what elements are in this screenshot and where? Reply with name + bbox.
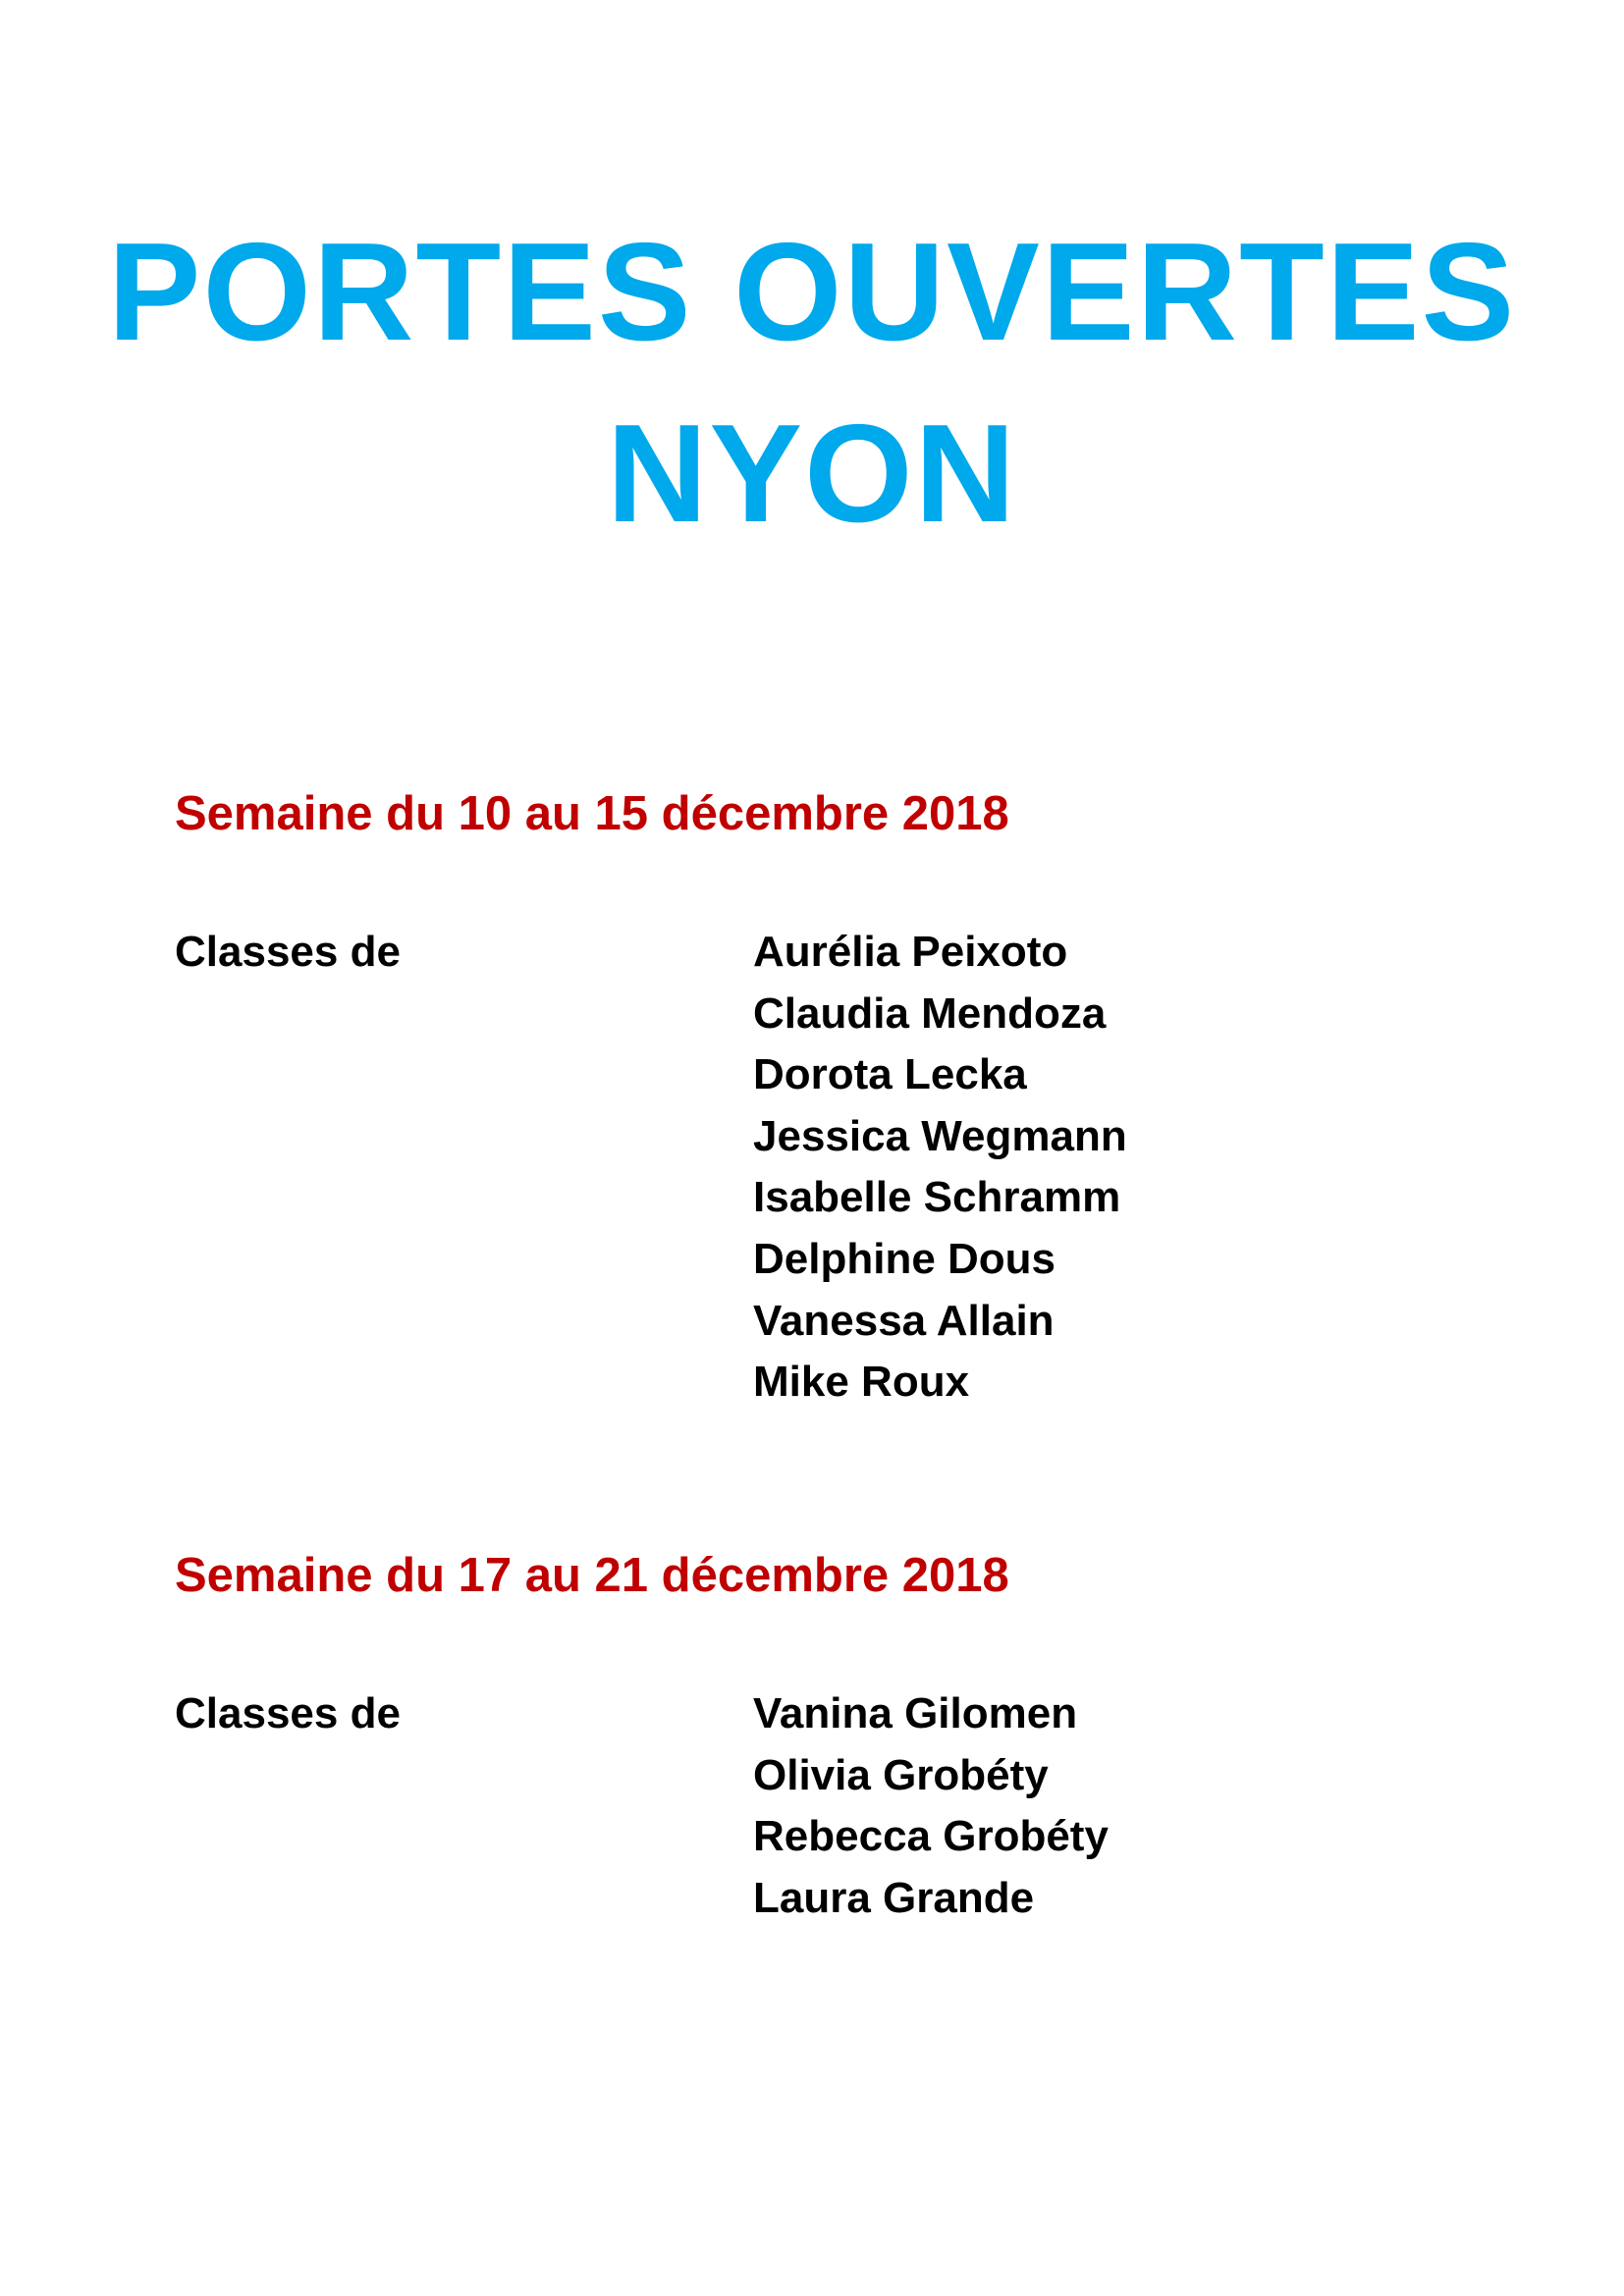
teacher-name: Dorota Lecka [753, 1050, 1027, 1099]
teacher-name: Isabelle Schramm [753, 1173, 1121, 1222]
week-1-teacher-list [753, 922, 1127, 1414]
week-2-classes-label: Classes de [175, 1689, 401, 1737]
teacher-name: Aurélia Peixoto [753, 928, 1068, 976]
teacher-name: Laura Grande [753, 1873, 1035, 1922]
week-2-teacher-list [753, 1683, 1109, 1929]
page-title-line-1: PORTES OUVERTES [107, 214, 1517, 370]
teacher-name: Delphine Dous [753, 1234, 1056, 1283]
teacher-name: Rebecca Grobéty [753, 1812, 1109, 1861]
teacher-name: Mike Roux [753, 1358, 970, 1407]
week-1-classes-label: Classes de [175, 928, 401, 976]
teacher-name: Jessica Wegmann [753, 1111, 1127, 1160]
teacher-name: Claudia Mendoza [753, 988, 1107, 1038]
teacher-name: Vanessa Allain [753, 1296, 1055, 1345]
teacher-name: Vanina Gilomen [753, 1689, 1078, 1737]
week-1-heading: Semaine du 10 au 15 décembre 2018 [175, 787, 1009, 840]
teacher-name: Olivia Grobéty [753, 1750, 1049, 1799]
week-2-heading: Semaine du 17 au 21 décembre 2018 [175, 1549, 1009, 1602]
page-title-line-2: NYON [606, 396, 1018, 552]
